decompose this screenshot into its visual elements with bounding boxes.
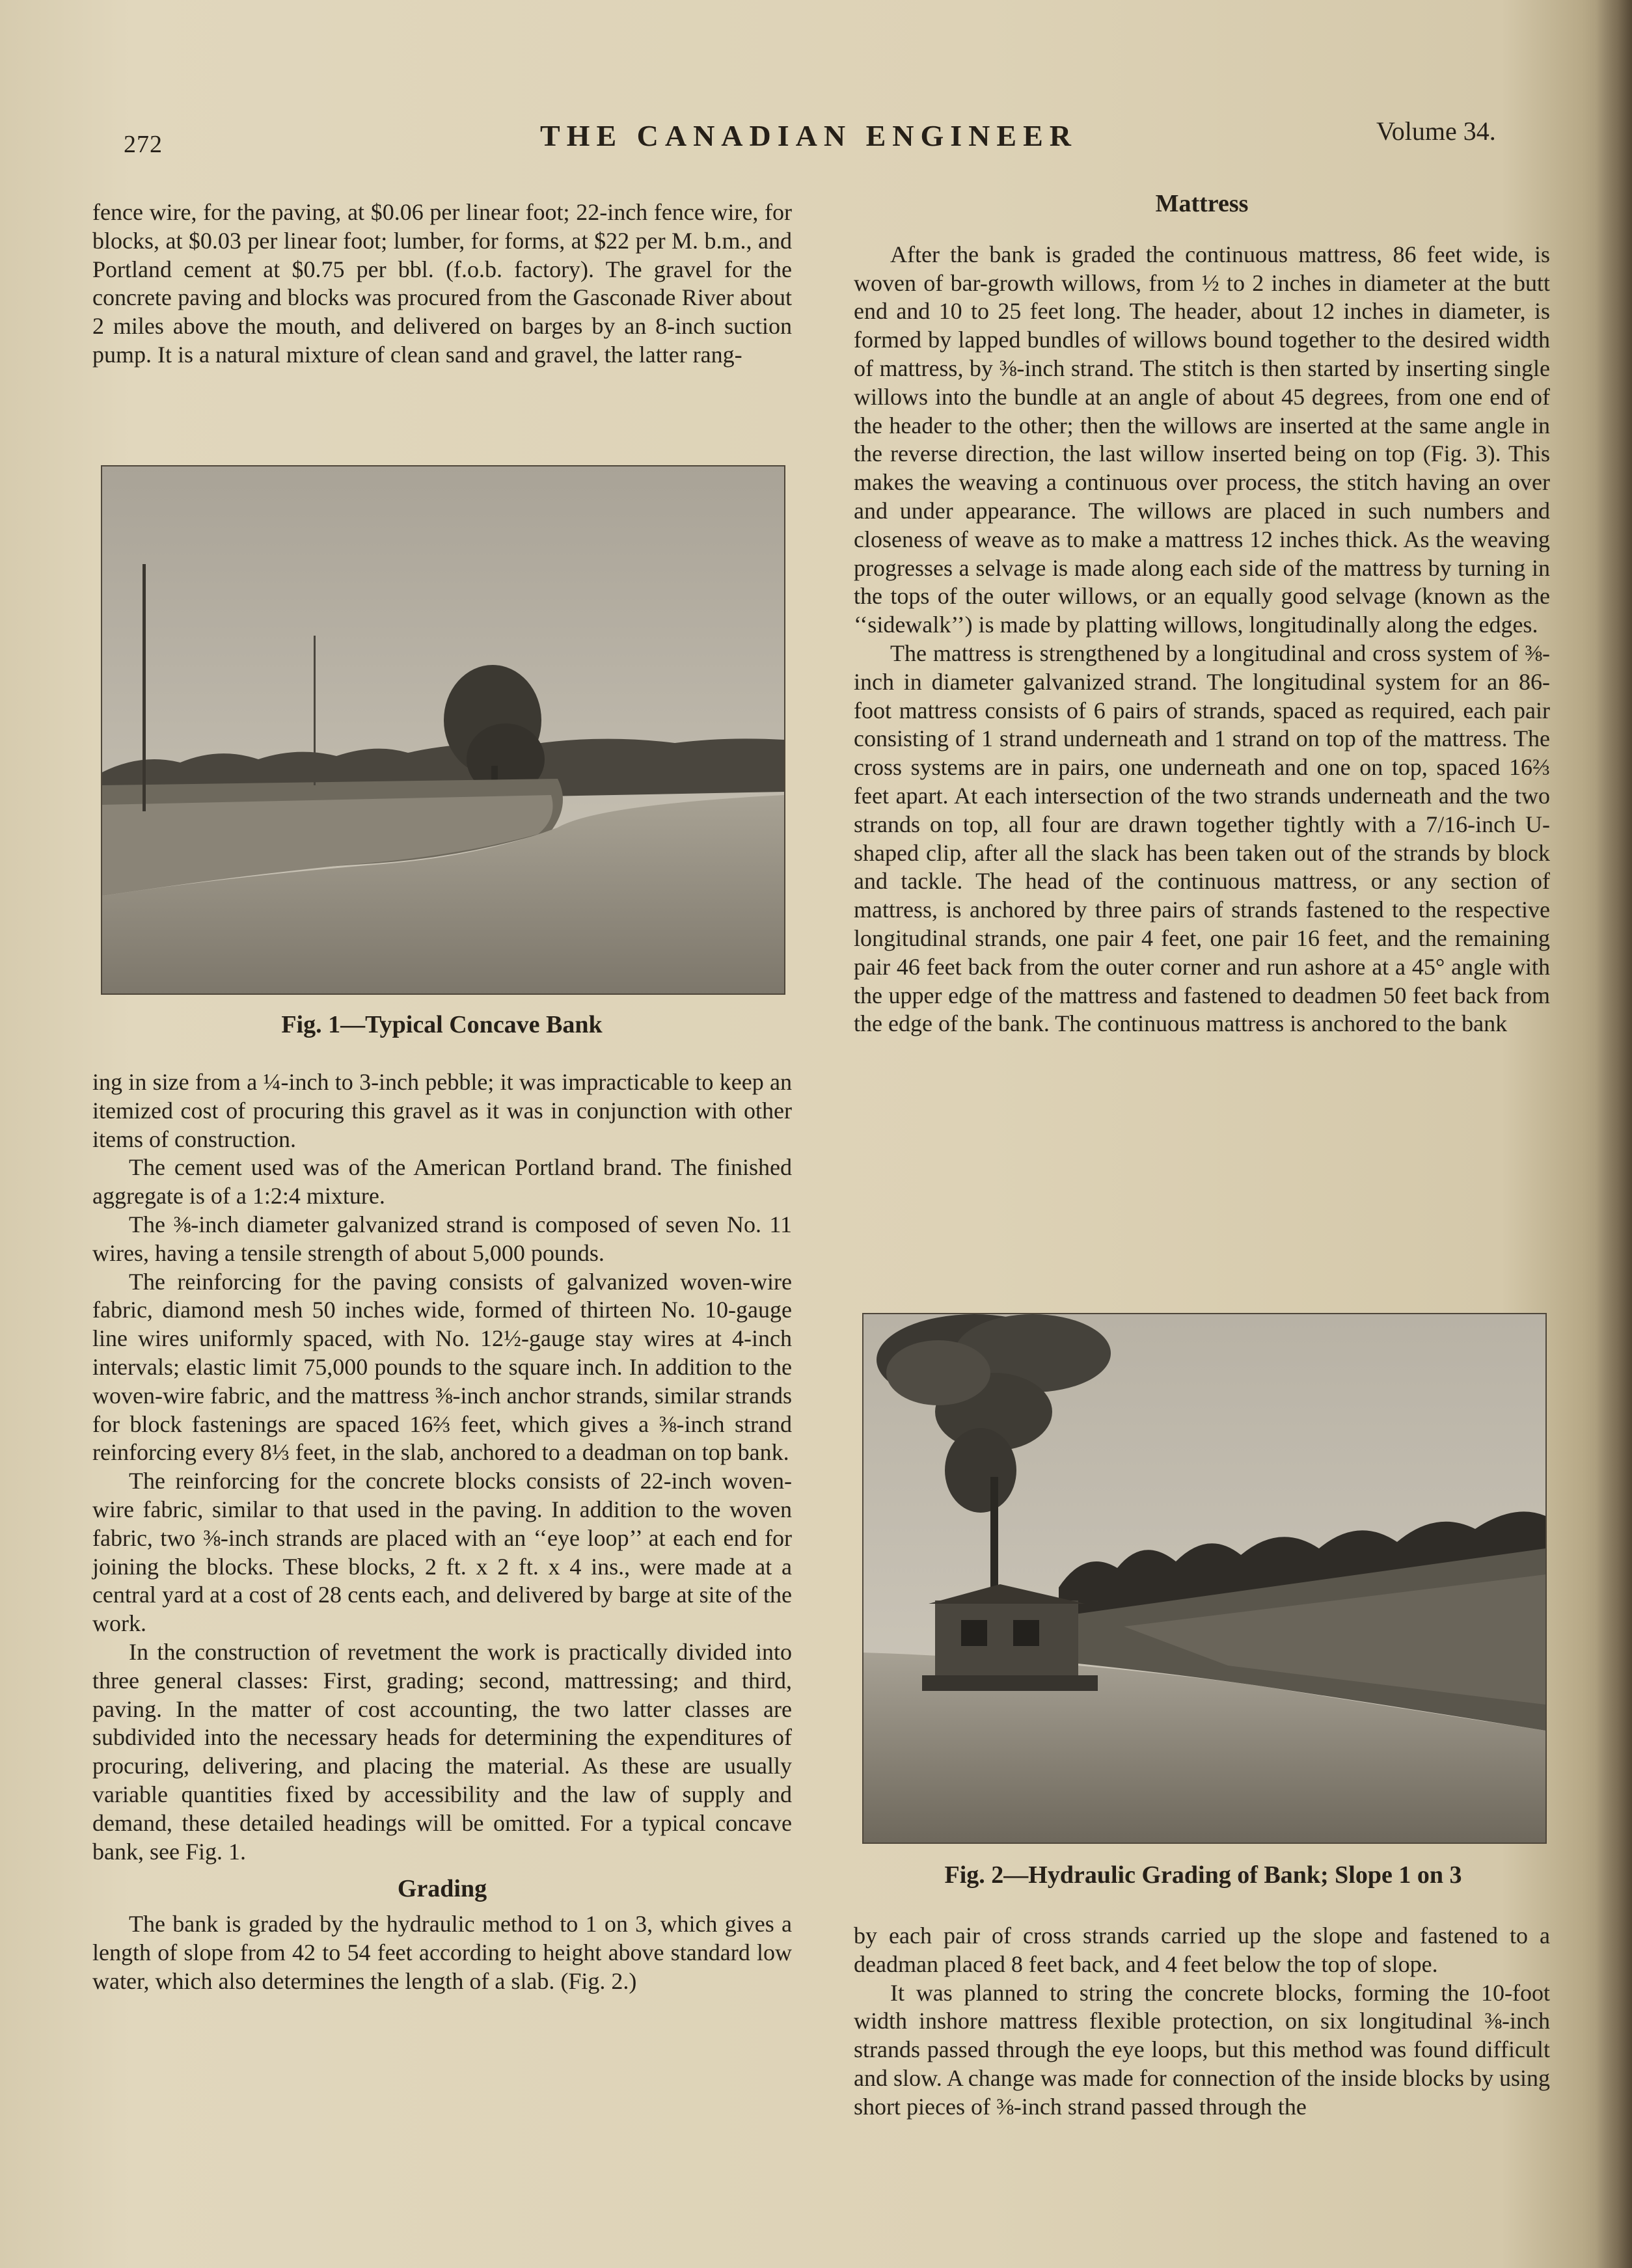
paragraph: The ⅜-inch diameter galvanized strand is composed of seven No. 11 wires, having a tensile strength of about 5,000 pounds. [92, 1211, 792, 1266]
page-header [0, 111, 1632, 163]
paragraph: The cement used was of the American Portland brand. The finished aggregate is of a 1:2:4 mixture. [92, 1154, 792, 1209]
journal-title: THE CANADIAN ENGINEER [540, 119, 1078, 152]
fig2-photo [862, 1313, 1547, 1844]
paragraph: It was planned to string the concrete blocks, forming the 10-foot width inshore mattress flexible protection, on six longitudinal ⅜-inch strands passed through the eye loops, but this method was found difficult and slow. A change was made for connection of the inside blocks by using short pieces of ⅜-inch strand passed through the [854, 1979, 1550, 2120]
paragraph: After the bank is graded the continuous mattress, 86 feet wide, is woven of bar-growth willows, from ½ to 2 inches in diameter at the butt end and 10 to 25 feet long. The header, about 12 inches in diameter, is formed by lapped bundles of willows bound together to the desired width of mattress, by ⅜-inch strand. The stitch is then started by inserting single willows into the bundle at an angle of about 45 degrees, from one end of the header to the other; then the willows are inserted at the same angle in the reverse direction, the last willow inserted being on top (Fig. 3). This makes the weaving a continuous over process, the stitch having an over and under appearance. The willows are placed in such numbers and closeness of weave as to make a mattress 12 inches thick. As the weaving progresses a selvage is made along each side of the mattress by turning in the tops of the outer willows, or an equally good selvage (known as the ‘‘sidewalk’’) is made by platting willows, longitudinally along the edges. [854, 241, 1550, 638]
fig2-caption: Fig. 2—Hydraulic Grading of Bank; Slope 1 on 3 [944, 1861, 1462, 1889]
left-column-top [92, 198, 792, 370]
paragraph: fence wire, for the paving, at $0.06 per linear foot; 22-inch fence wire, for blocks, at $0.03 per linear foot; lumber, for forms, at $22 per M. b.m., and Portland cement at $0.75 per bbl. (f.o.b. factory). The gravel for the concrete paving and blocks was procured from the Gasconade River about 2 miles above the mouth, and delivered on barges by an 8-inch suction pump. It is a natural mixture of clean sand and gravel, the latter rang- [92, 199, 792, 368]
volume-label: Volume 34. [1376, 116, 1496, 146]
grading-heading: Grading [397, 1875, 487, 1903]
paragraph: In the construction of revetment the work is practically divided into three general classes: First, grading; second, mattressing; and third, paving. In the matter of cost accounting, the two latter classes are subdivided into the necessary heads for determining the expenditures of procuring, delivering, and placing the material. As these are usually variable quantities fixed by accessibility and the law of supply and demand, these detailed headings will be omitted. For a typical concave bank, see Fig. 1. [92, 1638, 792, 1865]
paragraph: The reinforcing for the paving consists of galvanized woven-wire fabric, diamond mesh 50 inches wide, formed of thirteen No. 10-gauge line wires uniformly spaced, with No. 12½-gauge stay wires at 4-inch intervals; elastic limit 75,000 pounds to the square inch. In addition to the woven-wire fabric, and the mattress ⅜-inch anchor strands, similar strands for block fastenings are spaced 16⅔ feet, which gives a ⅜-inch strand reinforcing every 8⅓ feet, in the slab, anchored to a deadman on top bank. [92, 1268, 792, 1466]
fig1-caption: Fig. 1—Typical Concave Bank [281, 1011, 603, 1038]
mattress-heading: Mattress [1155, 190, 1249, 217]
paragraph: The reinforcing for the concrete blocks consists of 22-inch woven-wire fabric, similar to that used in the paving. In addition to the woven fabric, two ⅜-inch strands are placed with an ‘‘eye loop’’ at each end for joining the blocks. These blocks, 2 ft. x 2 ft. x 4 ins., were made at a central yard at a cost of 28 cents each, and delivered by barge at site of the work. [92, 1468, 792, 1637]
paragraph: The mattress is strengthened by a longitudinal and cross system of ⅜-inch in diameter galvanized strand. The longitudinal system for an 86-foot mattress consists of 6 pairs of strands, spaced as required, each pair consisting of 1 strand underneath and 1 strand on top of the mattress. The cross systems are in pairs, one underneath and one on top, spaced 16⅔ feet apart. At each intersection of the two strands underneath and the two strands on top, all four are drawn together tightly with a 7/16-inch U-shaped clip, after all the slack has been taken out of the strands by block and tackle. The head of the continuous mattress, or any section of mattress, is anchored by three pairs of strands fastened to the respective longitudinal strands, one pair 4 feet, one pair 16 feet, and the remaining pair 46 feet back from the outer corner and run ashore at a 45° angle with the upper edge of the mattress and fastened to deadmen 50 feet back from the edge of the bank. The continuous mattress is anchored to the bank [854, 640, 1550, 1037]
paragraph: by each pair of cross strands carried up the slope and fastened to a deadman placed 8 feet back, and 4 feet below the top of slope. [854, 1923, 1550, 1977]
binding-shadow [1596, 0, 1632, 2268]
page-number: 272 [124, 131, 163, 158]
left-column-bottom [92, 1068, 792, 1996]
paragraph: ing in size from a ¼-inch to 3-inch pebble; it was impracticable to keep an itemized cost of procuring this gravel as it was in conjunction with other items of construction. [92, 1069, 792, 1152]
right-column-bottom [854, 1922, 1550, 2122]
paragraph: The bank is graded by the hydraulic method to 1 on 3, which gives a length of slope from 42 to 54 feet according to height above standard low water, which also determines the length of a slab. (Fig. 2.) [92, 1911, 792, 1994]
fig1-photo [101, 465, 785, 995]
right-column-top [854, 190, 1550, 1038]
